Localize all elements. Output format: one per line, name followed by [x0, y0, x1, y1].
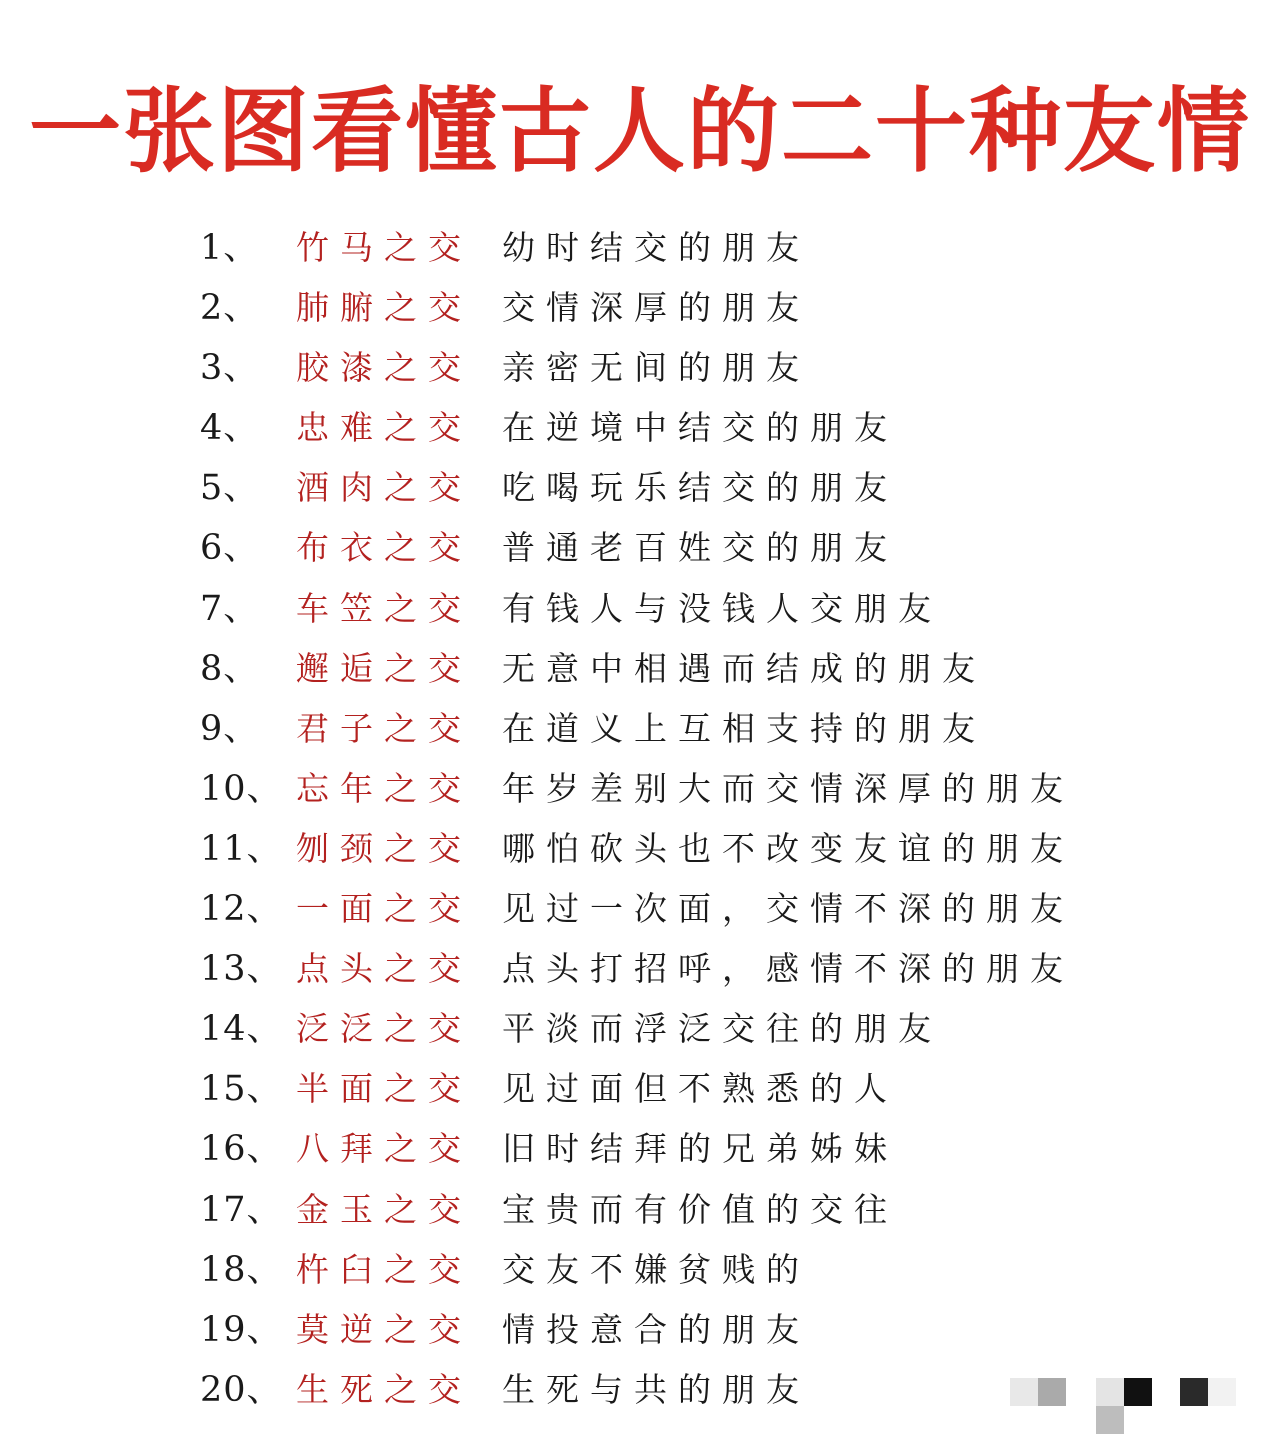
item-number: 10、: [200, 768, 283, 809]
list-item: [0, 1119, 1280, 1179]
item-number: 8、: [200, 648, 260, 689]
item-description: 见过面但不熟悉的人: [502, 1069, 898, 1109]
list-item: [0, 759, 1280, 819]
list-item: [0, 458, 1280, 518]
item-term: 车笠之交: [296, 588, 472, 628]
item-description: 旧时结拜的兄弟姊妹: [502, 1129, 898, 1169]
item-number: 4、: [200, 408, 260, 449]
item-term: 君子之交: [296, 708, 472, 748]
item-number: 19、: [200, 1309, 283, 1350]
friendship-list: [0, 218, 1280, 1420]
item-description: 见过一次面，交情不深的朋友: [502, 889, 1074, 929]
item-term: 金玉之交: [296, 1189, 472, 1229]
list-item: [0, 398, 1280, 458]
item-description: 情投意合的朋友: [502, 1309, 810, 1349]
list-item: [0, 1300, 1280, 1360]
item-number: 16、: [200, 1129, 283, 1170]
item-description: 幼时结交的朋友: [502, 228, 810, 267]
item-term: 忘年之交: [296, 768, 472, 808]
list-item: [0, 338, 1280, 398]
item-number: 3、: [200, 348, 260, 389]
item-term: 生死之交: [296, 1369, 472, 1409]
item-number: 18、: [200, 1249, 283, 1290]
item-description: 年岁差别大而交情深厚的朋友: [502, 768, 1074, 808]
item-description: 亲密无间的朋友: [502, 348, 810, 388]
item-term: 竹马之交: [296, 228, 472, 267]
list-item: [0, 1059, 1280, 1119]
item-number: 17、: [200, 1189, 283, 1230]
item-number: 9、: [200, 708, 260, 749]
item-number: 6、: [200, 528, 260, 569]
list-item: [0, 579, 1280, 639]
list-item: [0, 518, 1280, 578]
list-item: [0, 699, 1280, 759]
item-description: 在道义上互相支持的朋友: [502, 708, 986, 748]
item-number: 11、: [200, 828, 283, 869]
mosaic-block: [1096, 1378, 1124, 1406]
item-description: 哪怕砍头也不改变友谊的朋友: [502, 828, 1074, 868]
item-term: 胶漆之交: [296, 348, 472, 388]
item-number: 13、: [200, 949, 283, 990]
item-description: 无意中相遇而结成的朋友: [502, 648, 986, 688]
item-description: 点头打招呼，感情不深的朋友: [502, 949, 1074, 989]
item-description: 普通老百姓交的朋友: [502, 528, 898, 568]
mosaic-block: [1208, 1378, 1236, 1406]
item-term: 邂逅之交: [296, 648, 472, 688]
item-number: 2、: [200, 288, 260, 329]
list-item: [0, 218, 1280, 278]
item-number: 5、: [200, 468, 260, 509]
item-term: 一面之交: [296, 889, 472, 929]
item-term: 刎颈之交: [296, 828, 472, 868]
item-description: 在逆境中结交的朋友: [502, 408, 898, 448]
mosaic-block: [1096, 1406, 1124, 1434]
list-item: [0, 639, 1280, 699]
item-number: 15、: [200, 1069, 283, 1110]
list-item: [0, 278, 1280, 338]
item-term: 布衣之交: [296, 528, 472, 568]
item-number: 20、: [200, 1369, 283, 1410]
item-description: 吃喝玩乐结交的朋友: [502, 468, 898, 508]
item-term: 八拜之交: [296, 1129, 472, 1169]
watermark-mosaic: [1008, 1376, 1248, 1436]
mosaic-block: [1124, 1378, 1152, 1406]
item-description: 交友不嫌贫贱的: [502, 1249, 810, 1289]
list-item: [0, 939, 1280, 999]
mosaic-block: [1038, 1378, 1066, 1406]
list-item: [0, 819, 1280, 879]
item-description: 交情深厚的朋友: [502, 288, 810, 328]
item-description: 宝贵而有价值的交往: [502, 1189, 898, 1229]
item-number: 7、: [200, 588, 260, 629]
page-title: 一张图看懂古人的二十种友情: [28, 78, 1251, 185]
list-item: [0, 1180, 1280, 1240]
mosaic-block: [1180, 1378, 1208, 1406]
item-term: 肺腑之交: [296, 288, 472, 328]
item-term: 莫逆之交: [296, 1309, 472, 1349]
mosaic-block: [1010, 1378, 1038, 1406]
item-term: 半面之交: [296, 1069, 472, 1109]
list-item: [0, 999, 1280, 1059]
item-term: 点头之交: [296, 949, 472, 989]
list-item: [0, 1240, 1280, 1300]
item-description: 平淡而浮泛交往的朋友: [502, 1009, 942, 1049]
item-description: 有钱人与没钱人交朋友: [502, 588, 942, 628]
item-number: 14、: [200, 1009, 283, 1050]
item-number: 12、: [200, 889, 283, 930]
item-term: 杵臼之交: [296, 1249, 472, 1289]
list-item: [0, 879, 1280, 939]
item-number: 1、: [200, 228, 260, 268]
item-description: 生死与共的朋友: [502, 1369, 810, 1409]
item-term: 忠难之交: [296, 408, 472, 448]
item-term: 酒肉之交: [296, 468, 472, 508]
item-term: 泛泛之交: [296, 1009, 472, 1049]
